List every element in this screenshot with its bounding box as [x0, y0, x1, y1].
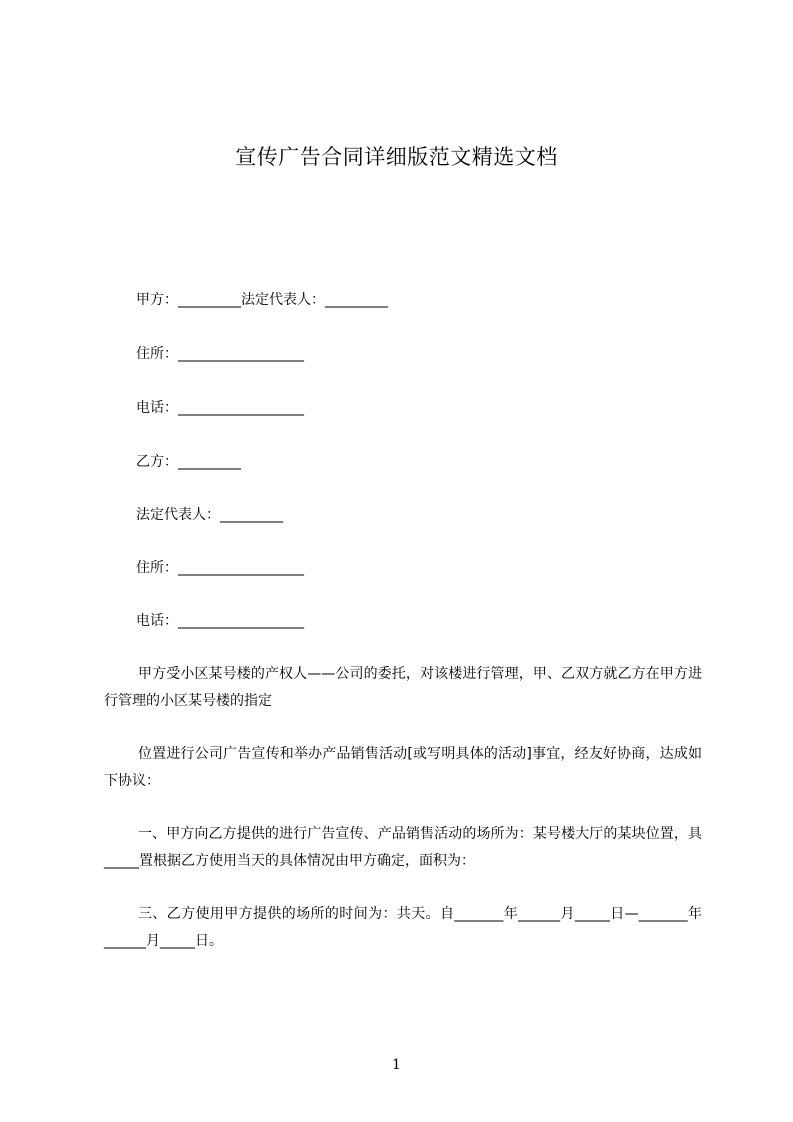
party-a-field: 甲方：_________法定代表人：_________ [136, 292, 388, 308]
paragraph-intro: 甲方受小区某号楼的产权人——公司的委托，对该楼进行管理，甲、乙双方就乙方在甲方进行管理的小区某号楼的指定 [104, 666, 702, 709]
party-b-field: 乙方：_________ [136, 454, 241, 470]
paragraph-clause-1: 一、甲方向乙方提供的进行广告宣传、产品销售活动的场所为：某号楼大厅的某块位置，具_____置根据乙方使用当天的具体情况由甲方确定，面积为： [104, 826, 702, 869]
party-a-address-field: 住所：__________________ [136, 346, 304, 362]
party-a-phone-field: 电话：__________________ [136, 400, 304, 416]
paragraph-purpose: 位置进行公司广告宣传和举办产品销售活动[或写明具体的活动]事宜，经友好协商，达成如下协议： [104, 746, 702, 789]
party-b-phone-field: 电话：__________________ [136, 613, 304, 629]
paragraph-clause-3: 三、乙方使用甲方提供的场所的时间为：共天。自_______年______月_____日—_______年______月_____日。 [104, 906, 702, 949]
document-title: 宣传广告合同详细版范文精选文档 [235, 145, 558, 169]
page-number: 1 [392, 1057, 401, 1073]
party-b-address-field: 住所：__________________ [136, 560, 304, 576]
party-b-legal-rep-field: 法定代表人：_________ [136, 507, 283, 523]
